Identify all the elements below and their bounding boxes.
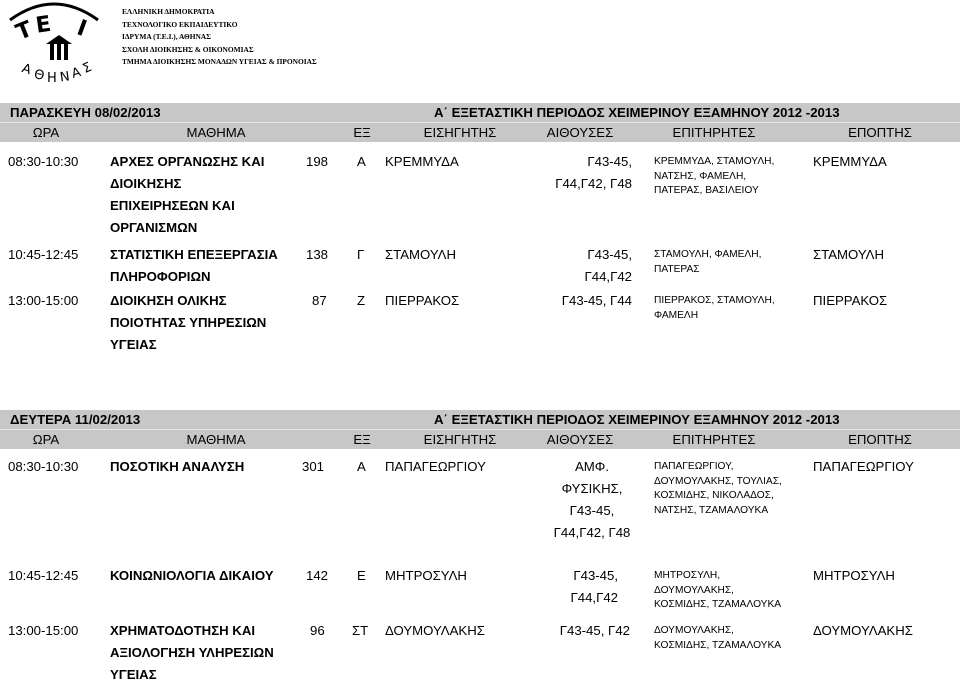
svg-text:Η: Η	[47, 71, 57, 86]
day-date: ΔΕΥΤΕΡΑ 11/02/2013	[10, 412, 141, 427]
cell-sem: Ζ	[357, 293, 366, 308]
cell-supervisor: ΠΙΕΡΡΑΚΟΣ	[813, 293, 888, 308]
cell-lecturer: ΠΑΠΑΓΕΩΡΓΙΟΥ	[385, 459, 486, 474]
col-sem: ΕΞ	[353, 432, 371, 447]
cell-time: 13:00-15:00	[8, 293, 79, 308]
institution-line: ΙΔΡΥΜΑ (Τ.Ε.Ι.), ΑΘΗΝΑΣ	[122, 32, 211, 42]
cell-time: 13:00-15:00	[8, 623, 79, 638]
cell-rooms: Γ43-45, Γ42	[559, 623, 630, 638]
cell-lecturer: ΚΡΕΜΜΥΔΑ	[385, 154, 459, 169]
cell-rooms: Γ43-45, Γ44,Γ42, Γ48	[555, 154, 632, 191]
cell-rooms: Γ43-45, Γ44,Γ42	[570, 568, 618, 605]
col-sem: ΕΞ	[353, 125, 371, 140]
institution-line: ΕΛΛΗΝΙΚΗ ΔΗΜΟΚΡΑΤΙΑ	[122, 7, 215, 16]
svg-text:Ν: Ν	[58, 69, 71, 86]
cell-time: 08:30-10:30	[8, 459, 79, 474]
cell-lecturer: ΜΗΤΡΟΣΥΛΗ	[385, 568, 467, 583]
cell-sem: ΣΤ	[352, 623, 369, 638]
svg-text:Θ: Θ	[32, 67, 46, 84]
column-headers	[0, 429, 960, 449]
cell-code: 96	[310, 623, 325, 638]
col-time: ΩΡΑ	[32, 125, 60, 140]
cell-supervisor: ΚΡΕΜΜΥΔΑ	[813, 154, 887, 169]
cell-lecturer: ΔΟΥΜΟΥΛΑΚΗΣ	[385, 623, 485, 638]
cell-supervisor: ΠΑΠΑΓΕΩΡΓΙΟΥ	[813, 459, 914, 474]
col-rooms: ΑΙΘΟΥΣΕΣ	[546, 125, 614, 140]
cell-course: ΣΤΑΤΙΣΤΙΚΗ ΕΠΕΞΕΡΓΑΣΙΑ ΠΛΗΡΟΦΟΡΙΩΝ	[110, 247, 278, 284]
cell-code: 138	[306, 247, 329, 262]
day-header	[0, 410, 960, 429]
cell-invigilators: ΔΟΥΜΟΥΛΑΚΗΣ, ΚΟΣΜΙΔΗΣ, ΤΖΑΜΑΛΟΥΚΑ	[654, 625, 782, 651]
tei-athens-logo	[4, 2, 104, 88]
page-header	[0, 0, 960, 90]
svg-text:Ε: Ε	[34, 11, 53, 39]
cell-course: ΚΟΙΝΩΝΙΟΛΟΓΙΑ ΔΙΚΑΙΟΥ	[110, 568, 274, 583]
cell-code: 301	[302, 459, 325, 474]
cell-sem: Α	[357, 154, 366, 169]
cell-supervisor: ΜΗΤΡΟΣΥΛΗ	[813, 568, 895, 583]
svg-text:Α: Α	[69, 64, 83, 82]
column-headers	[0, 122, 960, 142]
cell-rooms: Γ43-45, Γ44,Γ42	[584, 247, 632, 284]
exam-day-block	[0, 410, 960, 682]
cell-time: 08:30-10:30	[8, 154, 79, 169]
cell-invigilators: ΠΑΠΑΓΕΩΡΓΙΟΥ, ΔΟΥΜΟΥΛΑΚΗΣ, ΤΟΥΛΙΑΣ, ΚΟΣΜΙΔΗΣ, ΝΙΚΟΛΑΔΟΣ, ΝΑΤΣΗΣ, ΤΖΑΜΑΛΟΥΚΑ	[654, 461, 782, 516]
cell-rooms: Γ43-45, Γ44	[561, 293, 632, 308]
col-lecturer: ΕΙΣΗΓΗΤΗΣ	[423, 432, 497, 447]
svg-text:Τ: Τ	[12, 16, 36, 46]
institution-line: ΣΧΟΛΗ ΔΙΟΙΚΗΣΗΣ & ΟΙΚΟΝΟΜΙΑΣ	[122, 44, 254, 54]
day-header	[0, 103, 960, 122]
cell-code: 142	[306, 568, 329, 583]
cell-sem: Γ	[357, 247, 365, 262]
col-course: ΜΑΘΗΜΑ	[186, 432, 246, 447]
institution-block	[122, 6, 317, 69]
cell-time: 10:45-12:45	[8, 247, 79, 262]
cell-lecturer: ΣΤΑΜΟΥΛΗ	[385, 247, 456, 262]
cell-code: 87	[312, 293, 327, 308]
col-rooms: ΑΙΘΟΥΣΕΣ	[546, 432, 614, 447]
svg-text:Α: Α	[19, 61, 33, 79]
cell-supervisor: ΣΤΑΜΟΥΛΗ	[813, 247, 884, 262]
cell-sem: Α	[357, 459, 366, 474]
cell-course: ΧΡΗΜΑΤΟΔΟΤΗΣΗ ΚΑΙ ΑΞΙΟΛΟΓΗΣΗ ΥΛΗΡΕΣΙΩΝ ΥΓΕΙΑΣ	[110, 623, 274, 682]
svg-text:Ι: Ι	[73, 15, 90, 42]
col-invigilators: ΕΠΙΤΗΡΗΤΕΣ	[672, 432, 756, 447]
cell-supervisor: ΔΟΥΜΟΥΛΑΚΗΣ	[813, 623, 913, 638]
col-supervisor: ΕΠΟΠΤΗΣ	[848, 432, 912, 447]
exam-day-block	[0, 103, 960, 352]
col-invigilators: ΕΠΙΤΗΡΗΤΕΣ	[672, 125, 756, 140]
cell-course: ΑΡΧΕΣ ΟΡΓΑΝΩΣΗΣ ΚΑΙ ΔΙΟΙΚΗΣΗΣ ΕΠΙΧΕΙΡΗΣΕΩΝ ΚΑΙ ΟΡΓΑΝΙΣΜΩΝ	[110, 154, 265, 235]
cell-course: ΔΙΟΙΚΗΣΗ ΟΛΙΚΗΣ ΠΟΙΟΤΗΤΑΣ ΥΠΗΡΕΣΙΩΝ ΥΓΕΙΑΣ	[110, 293, 267, 352]
institution-line: ΤΜΗΜΑ ΔΙΟΙΚΗΣΗΣ ΜΟΝΑΔΩΝ ΥΓΕΙΑΣ & ΠΡΟΝΟΙΑΣ	[122, 57, 317, 67]
cell-sem: Ε	[357, 568, 366, 583]
institution-line: ΤΕΧΝΟΛΟΓΙΚΟ ΕΚΠΑΙΔΕΥΤΙΚΟ	[122, 19, 238, 29]
cell-time: 10:45-12:45	[8, 568, 79, 583]
col-course: ΜΑΘΗΜΑ	[186, 125, 246, 140]
cell-code: 198	[306, 154, 329, 169]
cell-invigilators: ΜΗΤΡΟΣΥΛΗ, ΔΟΥΜΟΥΛΑΚΗΣ, ΚΟΣΜΙΔΗΣ, ΤΖΑΜΑΛΟΥΚΑ	[654, 570, 782, 610]
cell-course: ΠΟΣΟΤΙΚΗ ΑΝΑΛΥΣΗ	[110, 459, 245, 474]
exam-period: Α΄ ΕΞΕΤΑΣΤΙΚΗ ΠΕΡΙΟΔΟΣ ΧΕΙΜΕΡΙΝΟΥ ΕΞΑΜΗΝΟΥ 2012 -2013	[434, 105, 840, 120]
svg-text:Σ: Σ	[80, 59, 95, 77]
col-supervisor: ΕΠΟΠΤΗΣ	[848, 125, 912, 140]
day-date: ΠΑΡΑΣΚΕΥΗ 08/02/2013	[10, 105, 161, 120]
cell-invigilators: ΚΡΕΜΜΥΔΑ, ΣΤΑΜΟΥΛΗ, ΝΑΤΣΗΣ, ΦΑΜΕΛΗ, ΠΑΤΕΡΑΣ, ΒΑΣΙΛΕΙΟΥ	[654, 156, 775, 196]
cell-invigilators: ΠΙΕΡΡΑΚΟΣ, ΣΤΑΜΟΥΛΗ, ΦΑΜΕΛΗ	[654, 295, 775, 321]
col-time: ΩΡΑ	[32, 432, 60, 447]
col-lecturer: ΕΙΣΗΓΗΤΗΣ	[423, 125, 497, 140]
exam-period: Α΄ ΕΞΕΤΑΣΤΙΚΗ ΠΕΡΙΟΔΟΣ ΧΕΙΜΕΡΙΝΟΥ ΕΞΑΜΗΝΟΥ 2012 -2013	[434, 412, 840, 427]
cell-lecturer: ΠΙΕΡΡΑΚΟΣ	[385, 293, 460, 308]
cell-invigilators: ΣΤΑΜΟΥΛΗ, ΦΑΜΕΛΗ, ΠΑΤΕΡΑΣ	[654, 249, 762, 275]
cell-rooms: ΑΜΦ. ΦΥΣΙΚΗΣ, Γ43-45, Γ44,Γ42, Γ48	[553, 459, 631, 540]
